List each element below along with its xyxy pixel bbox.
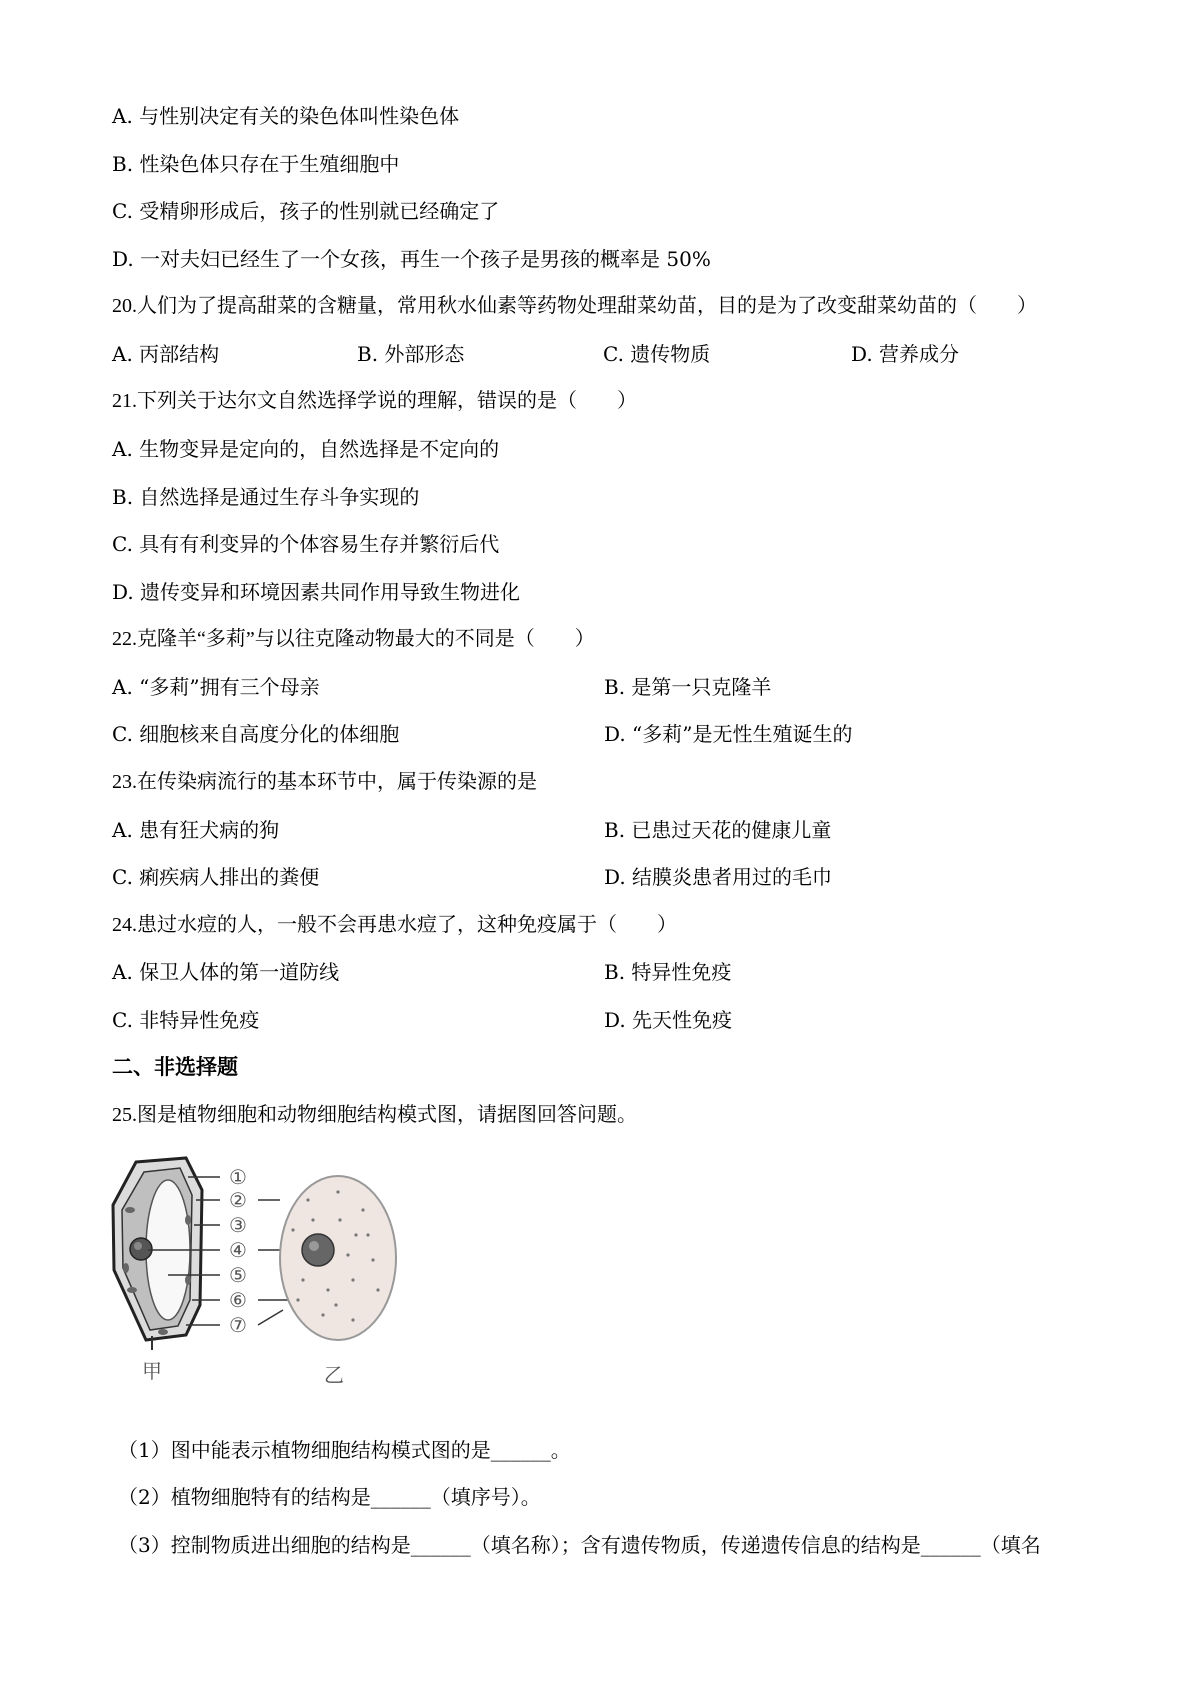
q25-sub-1: （1）图中能表示植物细胞结构模式图的是______。 [118,1438,571,1462]
q22-option-c: C. 细胞核来自高度分化的体细胞 [112,722,400,746]
section-heading: 二、非选择题 [112,1055,238,1079]
q23-option-c: C. 痢疾病人排出的粪便 [112,865,320,889]
q24-option-d: D. 先天性免疫 [604,1008,733,1032]
figure-number-2: ② [229,1188,247,1212]
plant-cell [113,1158,202,1350]
q20-option-c: C. 遗传物质 [603,342,711,366]
q23-option-a: A. 患有狂犬病的狗 [112,818,280,842]
q22-stem: 22.克隆羊“多莉”与以往克隆动物最大的不同是（ ） [112,628,595,650]
q20-option-b: B. 外部形态 [357,342,465,366]
q19-option-c: C. 受精卵形成后，孩子的性别就已经确定了 [112,199,500,223]
q19-option-b: B. 性染色体只存在于生殖细胞中 [112,152,400,176]
label-jia: 甲 [142,1359,162,1383]
q25-sub-3: （3）控制物质进出细胞的结构是______（填名称）；含有遗传物质，传递遗传信息的结构是______（填名 [118,1533,1041,1557]
cell-diagram [108,1150,408,1400]
q19-option-d: D. 一对夫妇已经生了一个女孩，再生一个孩子是男孩的概率是 50% [112,247,711,271]
q24-option-c: C. 非特异性免疫 [112,1008,260,1032]
q24-stem: 24.患过水痘的人，一般不会再患水痘了，这种免疫属于（ ） [112,914,677,936]
q21-option-d: D. 遗传变异和环境因素共同作用导致生物进化 [112,580,521,604]
figure-number-3: ③ [229,1213,247,1237]
figure-number-6: ⑥ [229,1288,247,1312]
q20-option-a: A. 丙部结构 [112,342,220,366]
figure-number-4: ④ [229,1238,247,1262]
figure-number-1: ① [229,1165,247,1189]
q24-option-b: B. 特异性免疫 [604,960,732,984]
figure-number-5: ⑤ [229,1263,247,1287]
q24-option-a: A. 保卫人体的第一道防线 [112,960,340,984]
q22-option-b: B. 是第一只克隆羊 [604,675,772,699]
animal-cell [280,1176,396,1340]
q23-stem: 23.在传染病流行的基本环节中，属于传染源的是 [112,771,537,793]
q19-option-a: A. 与性别决定有关的染色体叫性染色体 [112,104,460,128]
figure-numbers [229,1165,247,1337]
q20-stem: 20.人们为了提高甜菜的含糖量，常用秋水仙素等药物处理甜菜幼苗，目的是为了改变甜菜幼苗的（ ） [112,295,1037,317]
label-yi: 乙 [324,1363,344,1387]
q20-option-d: D. 营养成分 [851,342,960,366]
q21-stem: 21.下列关于达尔文自然选择学说的理解，错误的是（ ） [112,390,637,412]
q21-option-c: C. 具有有利变异的个体容易生存并繁衍后代 [112,532,500,556]
figure-number-7: ⑦ [229,1313,247,1337]
q22-option-a: A. “多莉”拥有三个母亲 [112,675,320,699]
q21-option-b: B. 自然选择是通过生存斗争实现的 [112,485,420,509]
q25-sub-2: （2）植物细胞特有的结构是______（填序号）。 [118,1485,541,1509]
q23-option-d: D. 结膜炎患者用过的毛巾 [604,865,833,889]
q21-option-a: A. 生物变异是定向的，自然选择是不定向的 [112,437,500,461]
q23-option-b: B. 已患过天花的健康儿童 [604,818,832,842]
q25-stem: 25.图是植物细胞和动物细胞结构模式图，请据图回答问题。 [112,1104,637,1126]
q22-option-d: D. “多莉”是无性生殖诞生的 [604,722,853,746]
